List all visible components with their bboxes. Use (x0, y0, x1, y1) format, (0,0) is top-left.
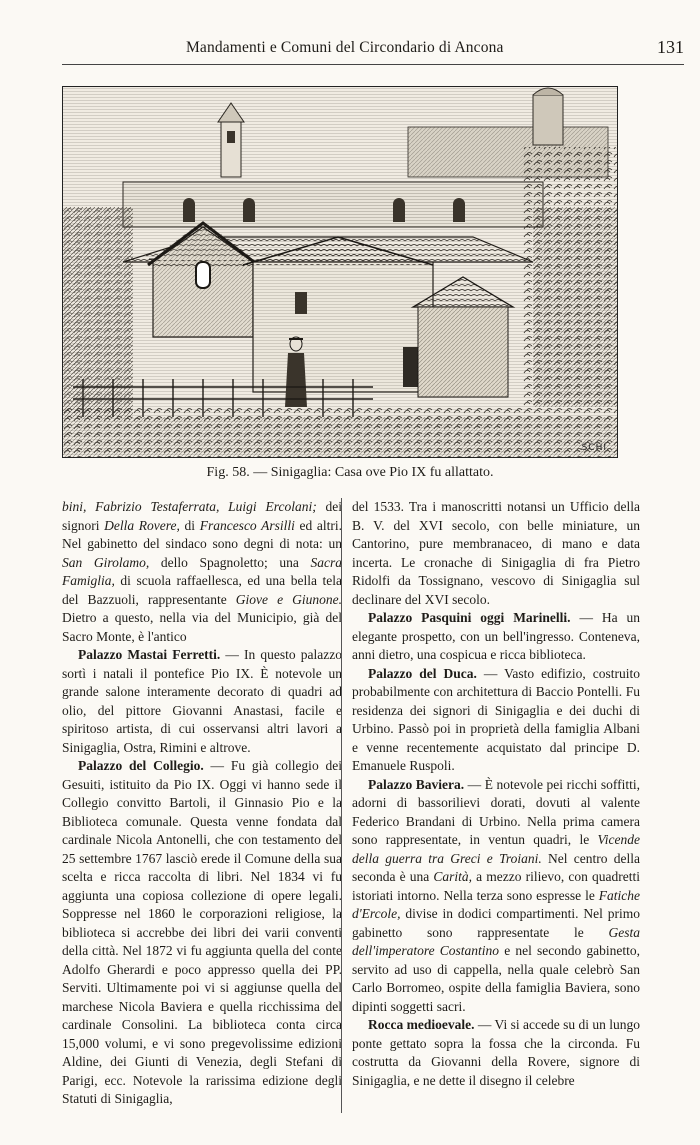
italic-run: Della Rovere, (104, 517, 180, 533)
text-run: Dietro a questo, nella via del Municipio, già del Sacro Monte, è l'antico (62, 610, 342, 644)
paragraph-continued (62, 498, 342, 646)
italic-run: Fatiche d'Ercole, (352, 887, 640, 921)
paragraph-rocca-medioevale (352, 1016, 640, 1090)
engraving-drawing (63, 87, 617, 457)
left-column (62, 498, 342, 1109)
italic-run: Carità, (433, 869, 473, 884)
entry-body: — Vasto edifizio, costruito probabilmente con architettura di Baccio Pontelli. Fu residenza dei signori di Sinigaglia e dei duchi di Urbino. Passò poi in proprietà della famiglia Albani e venne recentemente acquistato dal principe D. Emanuele Ruspoli. (352, 665, 641, 773)
entry-title: Palazzo Mastai Ferretti. (78, 647, 221, 662)
italic-run: Giove e Giunone. (235, 591, 342, 607)
text-run: dello Spagnoletto; una (149, 554, 311, 570)
right-column (352, 498, 640, 1090)
column-divider (341, 498, 342, 1113)
entry-title: Palazzo Baviera. (368, 776, 465, 792)
italic-run: Vicende della guerra tra Greci e Troiani. (352, 832, 640, 866)
paragraph-palazzo-baviera (352, 776, 640, 1017)
text-run: a mezzo rilievo, con quadretti istoriati intorno. Nella terza sono espresse le (352, 869, 640, 903)
italic-run: Sacra Famiglia, (62, 554, 342, 588)
text-run: e nel secondo gabinetto, servito ad uso di cappella, nella quale celebrò San Carlo Borromeo, ospite della famiglia Baviera, sono dipinti soggetti sacri. (352, 943, 640, 1014)
text-run: di scuola raffaellesca, ed una bella tela del Bazzuoli, rappresentante (62, 573, 342, 607)
paragraph-palazzo-del-duca (352, 665, 640, 776)
text-run: — È notevole pei ricchi soffitti, adorni di bassorilievi dorati, dovuti al valente Federico Brandani di Urbino. Nella prima camera sono rappresentate, in ventun quadri, le (352, 776, 640, 847)
paragraph-palazzo-pasquini (352, 609, 640, 665)
text-run: ed altri. Nel gabinetto del sindaco sono degni di nota: un (62, 517, 342, 551)
paragraph-continued: del 1533. Tra i manoscritti notansi un Ufficio della B. V. del XVI secolo, con belle miniature, un Cantorino, pure membranaceo, di mano e data incerta. Le cronache di Sinigaglia di fra Pietro Ridolfi da Tossignano, vescovo di Sinigaglia sul declinare del XVI secolo. (352, 499, 640, 607)
entry-title: Rocca medioevale. (368, 1017, 475, 1032)
page-number: 131 (657, 37, 684, 57)
entry-title: Palazzo Pasquini oggi Marinelli. (368, 610, 571, 625)
running-head: Mandamenti e Comuni del Circondario di Ancona (186, 39, 504, 56)
paragraph-palazzo-del-collegio (62, 757, 342, 1109)
engraver-signature: SCHI (581, 443, 607, 453)
header-rule (62, 64, 684, 65)
italic-run: Francesco Arsilli (199, 517, 295, 533)
entry-title: Palazzo del Duca. (368, 665, 477, 681)
text-run: Nel centro della seconda è una (352, 850, 640, 884)
entry-body: — Fu già collegio dei Gesuiti, istituito da Pio IX. Oggi vi hanno sede il Collegio convitto Bartoli, il Ginnasio Pio e la Biblioteca comunale. Questa venne fondata dal cardinale Nicola Antonelli, che con testamento del 25 settembre 1767 lasciò erede il Comune della sua scelta e ricca raccolta di libri. Nel 1834 vi fu aggiunta una copiosa collezione di opere legali. Soppresse nel 1860 le corporazioni religiose, la biblioteca si accrebbe dei libri dei varii conventi della città. Nel 1872 vi fu aggiunta quella del conte Adolfo Gherardi e poco appresso quella dei PP. Serviti. Ultimamente poi vi si aggiunse quella del marchese Nicola Baviera e quella ricchissima del cardinale Consolini. La biblioteca conta circa 15,000 volumi, e vi sono pregevolissime edizioni Aldine, dei Giunti di Venezia, degli Stefani di Parigi, ecc. Notevole la rarissima edizione degli Statuti di Sinigaglia, (62, 758, 342, 1106)
italic-run: San Girolamo, (62, 554, 150, 570)
text-run: divise in dodici compartimenti. Nel primo gabinetto sono rappresentate le (352, 906, 640, 940)
page-header (62, 34, 684, 60)
entry-title: Palazzo del Collegio. (78, 758, 204, 773)
italic-run: Gesta dell'imperatore Costantino (352, 924, 640, 958)
entry-body: — In questo palazzo sortì i natali il pontefice Pio IX. È notevole un grande salone interamente decorato di quadri ad olio, del pittore Giovanni Anastasi, facile e spiritoso artista, di cui osservansi altri lavori a Sinigaglia, Ostra, Rimini e altrove. (62, 647, 343, 755)
engraving-illustration (62, 86, 618, 458)
text-run: dei signori (62, 499, 342, 533)
paragraph-palazzo-mastai-ferretti (62, 646, 342, 757)
figure-caption: Fig. 58. — Sinigaglia: Casa ove Pio IX fu allattato. (206, 465, 494, 480)
text-run: di (179, 517, 200, 533)
italic-run: bini, Fabrizio Testaferrata, Luigi Ercolani; (62, 499, 317, 514)
entry-body: — Vi si accede su di un lungo ponte gettato sopra la fossa che la circonda. Fu costrutta da Giovanni della Rovere, signore di Sinigaglia, e ne dette il disegno il celebre (352, 1017, 640, 1088)
entry-body: — Ha un elegante prospetto, con un bell'ingresso. Conteneva, anni dietro, una cospicua e ricca biblioteca. (352, 610, 640, 662)
